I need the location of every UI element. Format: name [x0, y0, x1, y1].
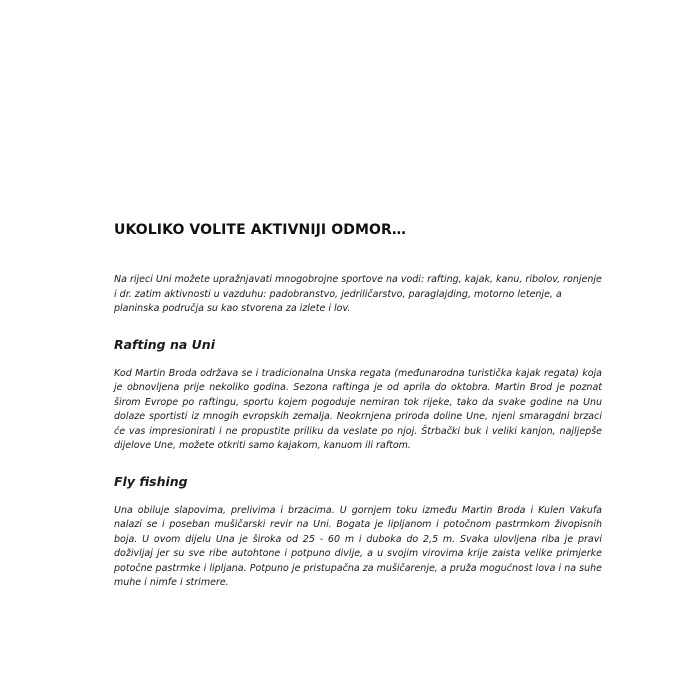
- section-heading-rafting: Rafting na Uni: [114, 336, 215, 352]
- page-title: UKOLIKO VOLITE AKTIVNIJI ODMOR…: [114, 222, 406, 238]
- section-body-rafting: Kod Martin Broda održava se i tradicionalna Unska regata (međunarodna turistička kajak regata) koja je obnovljena prije nekoliko godina. Sezona raftinga je od aprila do oktobra. Martin Brod je poznat širom Evrope po raftingu, sportu kojem pogoduje nemiran tok rijeke, tako da svake godine na Unu dolaze sportisti iz mnogih evropskih zemalja. Neokrnjena priroda doline Une, njeni smaragdni brzaci će vas impresionirati i ne propustite priliku da veslate po njoj. Štrbački buk i veliki kanjon, najljepše dijelove Une, možete otkriti samo kajakom, kanuom ili raftom.: [114, 367, 602, 451]
- section-fly-fishing: [114, 474, 602, 591]
- intro-paragraph: Na rijeci Uni možete upražnjavati mnogobrojne sportove na vodi: rafting, kajak, kanu, ribolov, ronjenje i dr. zatim aktivnosti u vazduhu: padobranstvo, jedriličarstvo, paraglajding, motorno letenje, a planinska područja su kao stvorena za izlete i lov.: [114, 274, 602, 314]
- section-body-fly-fishing: Una obiluje slapovima, prelivima i brzacima. U gornjem toku između Martin Broda i Kulen Vakufa nalazi se i poseban mušičarski revir na Uni. Bogata je lipljanom i potočnom pastrmkom živopisnih boja. U ovom dijelu Una je široka od 25 - 60 m i duboka do 2,5 m. Svaka ulovljena riba je pravi doživljaj jer su sve ribe autohtone i potpuno divlje, a u svojim virovima krije zaista velike primjerke potočne pastrmke i lipljana. Potpuno je pristupačna za mušičarenje, a pruža mogućnost lova i na suhe muhe i nimfe i strimere.: [114, 504, 602, 588]
- page-content: [114, 221, 602, 591]
- section-heading-fly-fishing: Fly fishing: [114, 473, 188, 489]
- section-rafting: [114, 337, 602, 454]
